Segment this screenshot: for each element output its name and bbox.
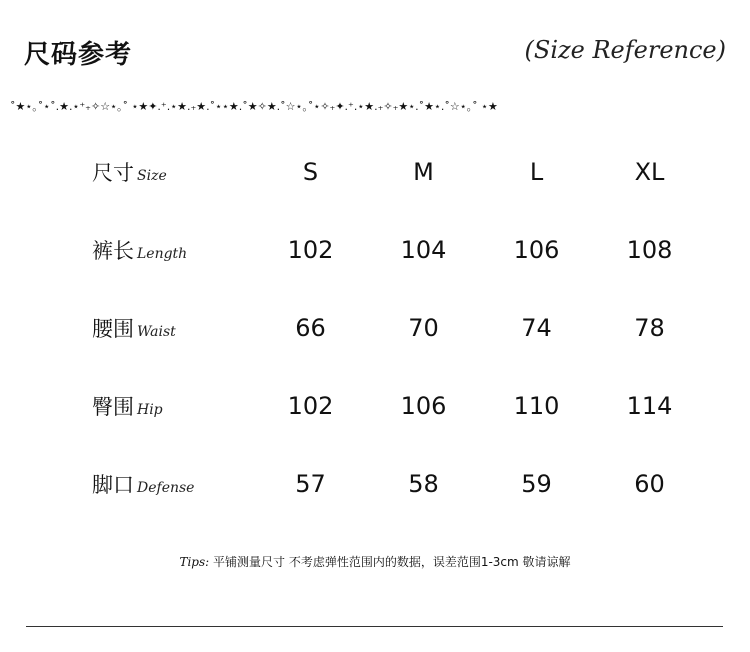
page-title: 尺码参考	[24, 40, 133, 70]
column-header: S	[302, 158, 319, 186]
table-cell: 78	[634, 314, 665, 342]
table-row	[92, 289, 706, 367]
row-label	[92, 211, 254, 289]
row-label	[92, 289, 254, 367]
row-label-cn: 尺寸	[92, 161, 134, 185]
star-decoration: ˚★⋆｡˚⋆˚.★.⋆⁺₊✧☆⋆｡˚ ⋆★✦.⁺.⋆★.₊★.˚⋆⋆★.˚★✧★.˚☆⋆｡˚⋆✧₊✦.⁺.⋆★.₊✧₊★⋆.˚★⋆.˚☆⋆｡˚ ⋆★	[10, 100, 498, 113]
column-header: L	[529, 158, 544, 186]
row-label	[92, 445, 254, 523]
row-label-cn: 裤长	[92, 239, 134, 263]
table-cell: 108	[626, 236, 673, 264]
page-subtitle: (Size Reference)	[524, 36, 726, 64]
table-cell: 70	[408, 314, 439, 342]
tips-text: 平铺测量尺寸 不考虑弹性范围内的数据，误差范围1-3cm 敬请谅解	[213, 555, 571, 569]
table-cell: 104	[400, 236, 447, 264]
table-row	[92, 367, 706, 445]
table-cell: 114	[626, 392, 673, 420]
row-label-cn: 腰围	[92, 317, 134, 341]
table-cell: 110	[513, 392, 560, 420]
row-label	[92, 367, 254, 445]
row-label-cn: 臀围	[92, 395, 134, 419]
table-cell: 66	[295, 314, 326, 342]
tips-note	[0, 553, 750, 570]
table-cell: 106	[513, 236, 560, 264]
table-cell: 58	[408, 470, 439, 498]
row-label-en: Defense	[137, 480, 195, 496]
table-cell: 102	[287, 392, 334, 420]
table-cell: 59	[521, 470, 552, 498]
table-cell: 74	[521, 314, 552, 342]
row-label-en: Waist	[137, 324, 176, 340]
bottom-divider	[26, 626, 723, 627]
table-header-row	[92, 133, 706, 211]
column-header: M	[413, 158, 434, 186]
table-cell: 102	[287, 236, 334, 264]
table-cell: 106	[400, 392, 447, 420]
table-row	[92, 211, 706, 289]
size-table	[92, 133, 706, 523]
tips-label: Tips:	[179, 555, 210, 569]
row-label	[92, 133, 254, 211]
row-label-en: Hip	[137, 402, 163, 418]
row-label-en: Size	[137, 168, 167, 184]
table-cell: 60	[634, 470, 665, 498]
column-header: XL	[634, 158, 665, 186]
table-row	[92, 445, 706, 523]
row-label-en: Length	[137, 246, 188, 262]
row-label-cn: 脚口	[92, 473, 134, 497]
table-cell: 57	[295, 470, 326, 498]
